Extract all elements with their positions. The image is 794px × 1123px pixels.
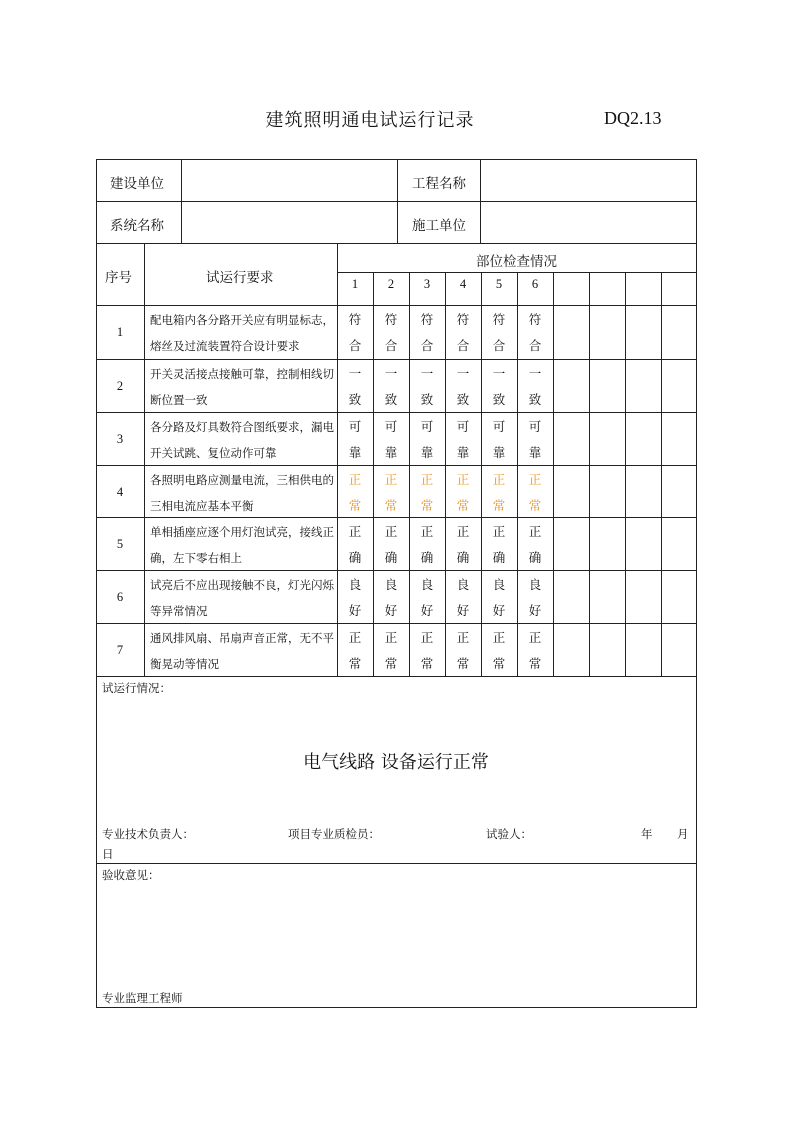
inspection-result (337, 572, 373, 624)
inspection-result (409, 467, 445, 519)
row-number: 3 (116, 432, 124, 446)
result-char: 一 (384, 366, 398, 381)
result-char: 正 (528, 524, 542, 539)
result-char: 确 (492, 550, 506, 565)
inspection-result (337, 307, 373, 359)
row-requirement: 试亮后不应出现接触不良，灯光闪烁等异常情况 (150, 578, 334, 618)
result-char: 符 (492, 312, 506, 327)
result-char: 靠 (528, 445, 542, 460)
result-char: 一 (348, 366, 362, 381)
inspection-result (409, 625, 445, 677)
result-char: 良 (348, 577, 362, 592)
result-char: 确 (456, 550, 470, 565)
result-char: 符 (456, 312, 470, 327)
result-char: 正 (384, 472, 398, 487)
inspection-result (481, 307, 517, 359)
inspection-result (373, 625, 409, 677)
col-divider (589, 272, 590, 676)
contractor-label: 施工单位 (412, 218, 466, 234)
inspection-result (409, 414, 445, 466)
result-char: 合 (348, 338, 362, 353)
row-requirement: 单相插座应逐个用灯泡试亮，接线正确，左下零右相上 (150, 525, 334, 565)
result-char: 常 (528, 656, 542, 671)
document-title: 建筑照明通电试运行记录 (265, 110, 475, 131)
result-char: 常 (384, 498, 398, 513)
inspection-result (445, 572, 481, 624)
day-label: 日 (102, 847, 114, 861)
column-number: 1 (351, 277, 359, 291)
result-char: 合 (492, 338, 506, 353)
result-char: 符 (420, 312, 434, 327)
result-char: 常 (348, 498, 362, 513)
column-number: 4 (459, 277, 467, 291)
inspection-result (445, 467, 481, 519)
result-char: 常 (456, 498, 470, 513)
result-char: 正 (492, 524, 506, 539)
result-char: 合 (384, 338, 398, 353)
inspection-result (481, 414, 517, 466)
col-divider (661, 272, 662, 676)
result-char: 常 (348, 656, 362, 671)
row-number: 7 (116, 643, 124, 657)
row-number: 6 (116, 590, 124, 604)
result-char: 正 (492, 472, 506, 487)
result-char: 好 (420, 603, 434, 618)
system-name-label: 系统名称 (110, 218, 164, 234)
result-char: 常 (456, 656, 470, 671)
result-char: 一 (456, 366, 470, 381)
row-requirement: 通风排风扇、吊扇声音正常，无不平衡晃动等情况 (150, 631, 334, 671)
result-char: 符 (384, 312, 398, 327)
result-char: 良 (528, 577, 542, 592)
row-number: 4 (116, 485, 124, 499)
result-char: 合 (456, 338, 470, 353)
inspection-result (373, 414, 409, 466)
col-divider (553, 272, 554, 676)
inspection-result (445, 307, 481, 359)
inspection-result (337, 414, 373, 466)
inspection-result (517, 467, 553, 519)
result-char: 常 (384, 656, 398, 671)
result-char: 正 (348, 630, 362, 645)
result-char: 良 (492, 577, 506, 592)
inspection-result (445, 519, 481, 571)
inspection-result (481, 572, 517, 624)
result-char: 致 (348, 392, 362, 407)
result-char: 正 (348, 524, 362, 539)
result-char: 靠 (420, 445, 434, 460)
inspection-result (517, 361, 553, 413)
column-number: 6 (531, 277, 539, 291)
month-label: 月 (677, 827, 689, 841)
inspection-result (337, 361, 373, 413)
inspection-result (445, 414, 481, 466)
row-number: 5 (116, 537, 124, 551)
row-requirement: 各照明电路应测量电流，三相供电的三相电流应基本平衡 (150, 473, 334, 513)
construction-unit-label: 建设单位 (110, 176, 164, 192)
result-char: 符 (348, 312, 362, 327)
row-divider (96, 863, 697, 864)
inspection-result (409, 519, 445, 571)
result-char: 正 (456, 472, 470, 487)
inspection-result (337, 467, 373, 519)
result-char: 致 (420, 392, 434, 407)
result-char: 正 (492, 630, 506, 645)
inspection-result (409, 361, 445, 413)
result-char: 靠 (492, 445, 506, 460)
result-char: 合 (420, 338, 434, 353)
result-char: 致 (492, 392, 506, 407)
inspection-result (373, 467, 409, 519)
result-char: 良 (384, 577, 398, 592)
result-char: 一 (492, 366, 506, 381)
result-char: 正 (528, 472, 542, 487)
col-divider (181, 159, 182, 243)
result-char: 可 (348, 419, 362, 434)
row-requirement: 开关灵活接点接触可靠，控制相线切断位置一致 (150, 367, 334, 407)
result-char: 可 (456, 419, 470, 434)
row-number: 2 (116, 379, 124, 393)
result-char: 正 (528, 630, 542, 645)
trial-label: 试运行情况： (102, 681, 171, 695)
document-code: DQ2.13 (604, 108, 662, 128)
inspection-result (517, 307, 553, 359)
inspection-header: 部位检查情况 (476, 254, 557, 270)
inspection-result (409, 572, 445, 624)
result-char: 常 (492, 656, 506, 671)
result-char: 常 (528, 498, 542, 513)
column-number: 3 (423, 277, 431, 291)
result-char: 常 (420, 498, 434, 513)
inspection-result (373, 361, 409, 413)
column-number: 5 (495, 277, 503, 291)
tech-lead-signature: 专业技术负责人： (102, 827, 194, 841)
col-divider (480, 159, 481, 243)
result-char: 正 (456, 524, 470, 539)
result-char: 靠 (456, 445, 470, 460)
column-number: 2 (387, 277, 395, 291)
row-divider (96, 305, 697, 306)
result-char: 正 (420, 630, 434, 645)
result-char: 可 (384, 419, 398, 434)
result-char: 好 (528, 603, 542, 618)
result-char: 好 (456, 603, 470, 618)
row-number: 1 (116, 325, 124, 339)
inspection-result (409, 307, 445, 359)
year-label: 年 (641, 827, 653, 841)
result-char: 正 (420, 524, 434, 539)
row-requirement: 配电箱内各分路开关应有明显标志，熔丝及过流装置符合设计要求 (150, 313, 334, 353)
inspection-result (445, 361, 481, 413)
result-char: 确 (384, 550, 398, 565)
inspection-result (337, 625, 373, 677)
result-char: 确 (348, 550, 362, 565)
result-char: 符 (528, 312, 542, 327)
result-char: 可 (420, 419, 434, 434)
result-char: 常 (420, 656, 434, 671)
result-char: 一 (528, 366, 542, 381)
result-char: 好 (384, 603, 398, 618)
inspection-result (517, 519, 553, 571)
col-divider (144, 243, 145, 676)
inspection-result (481, 519, 517, 571)
inspection-result (373, 307, 409, 359)
result-char: 良 (456, 577, 470, 592)
row-requirement: 各分路及灯具数符合图纸要求，漏电开关试跳、复位动作可靠 (150, 420, 334, 460)
row-divider (96, 243, 697, 244)
result-char: 致 (528, 392, 542, 407)
inspection-result (481, 361, 517, 413)
acceptance-label: 验收意见： (102, 868, 160, 882)
result-char: 好 (348, 603, 362, 618)
row-divider (96, 359, 697, 360)
result-char: 正 (420, 472, 434, 487)
result-char: 靠 (384, 445, 398, 460)
result-char: 合 (528, 338, 542, 353)
inspection-result (373, 572, 409, 624)
inspection-result (337, 519, 373, 571)
result-char: 正 (384, 524, 398, 539)
result-char: 正 (384, 630, 398, 645)
result-char: 好 (492, 603, 506, 618)
col-divider (625, 272, 626, 676)
result-char: 致 (456, 392, 470, 407)
result-char: 常 (492, 498, 506, 513)
trial-conclusion: 电气线路 设备运行正常 (303, 752, 489, 773)
seq-header: 序号 (105, 270, 132, 286)
result-char: 良 (420, 577, 434, 592)
col-divider (397, 159, 398, 243)
requirement-header: 试运行要求 (206, 270, 274, 286)
inspection-result (481, 467, 517, 519)
tester-signature: 试验人： (486, 827, 532, 841)
inspection-result (517, 414, 553, 466)
result-char: 确 (528, 550, 542, 565)
inspection-result (445, 625, 481, 677)
result-char: 确 (420, 550, 434, 565)
quality-inspector-signature: 项目专业质检员： (288, 827, 380, 841)
result-char: 可 (492, 419, 506, 434)
supervising-engineer-signature: 专业监理工程师 (102, 991, 183, 1005)
project-name-label: 工程名称 (412, 176, 466, 192)
result-char: 正 (456, 630, 470, 645)
result-char: 可 (528, 419, 542, 434)
inspection-result (373, 519, 409, 571)
inspection-result (517, 625, 553, 677)
result-char: 靠 (348, 445, 362, 460)
inspection-result (481, 625, 517, 677)
result-char: 一 (420, 366, 434, 381)
result-char: 正 (348, 472, 362, 487)
inspection-result (517, 572, 553, 624)
result-char: 致 (384, 392, 398, 407)
